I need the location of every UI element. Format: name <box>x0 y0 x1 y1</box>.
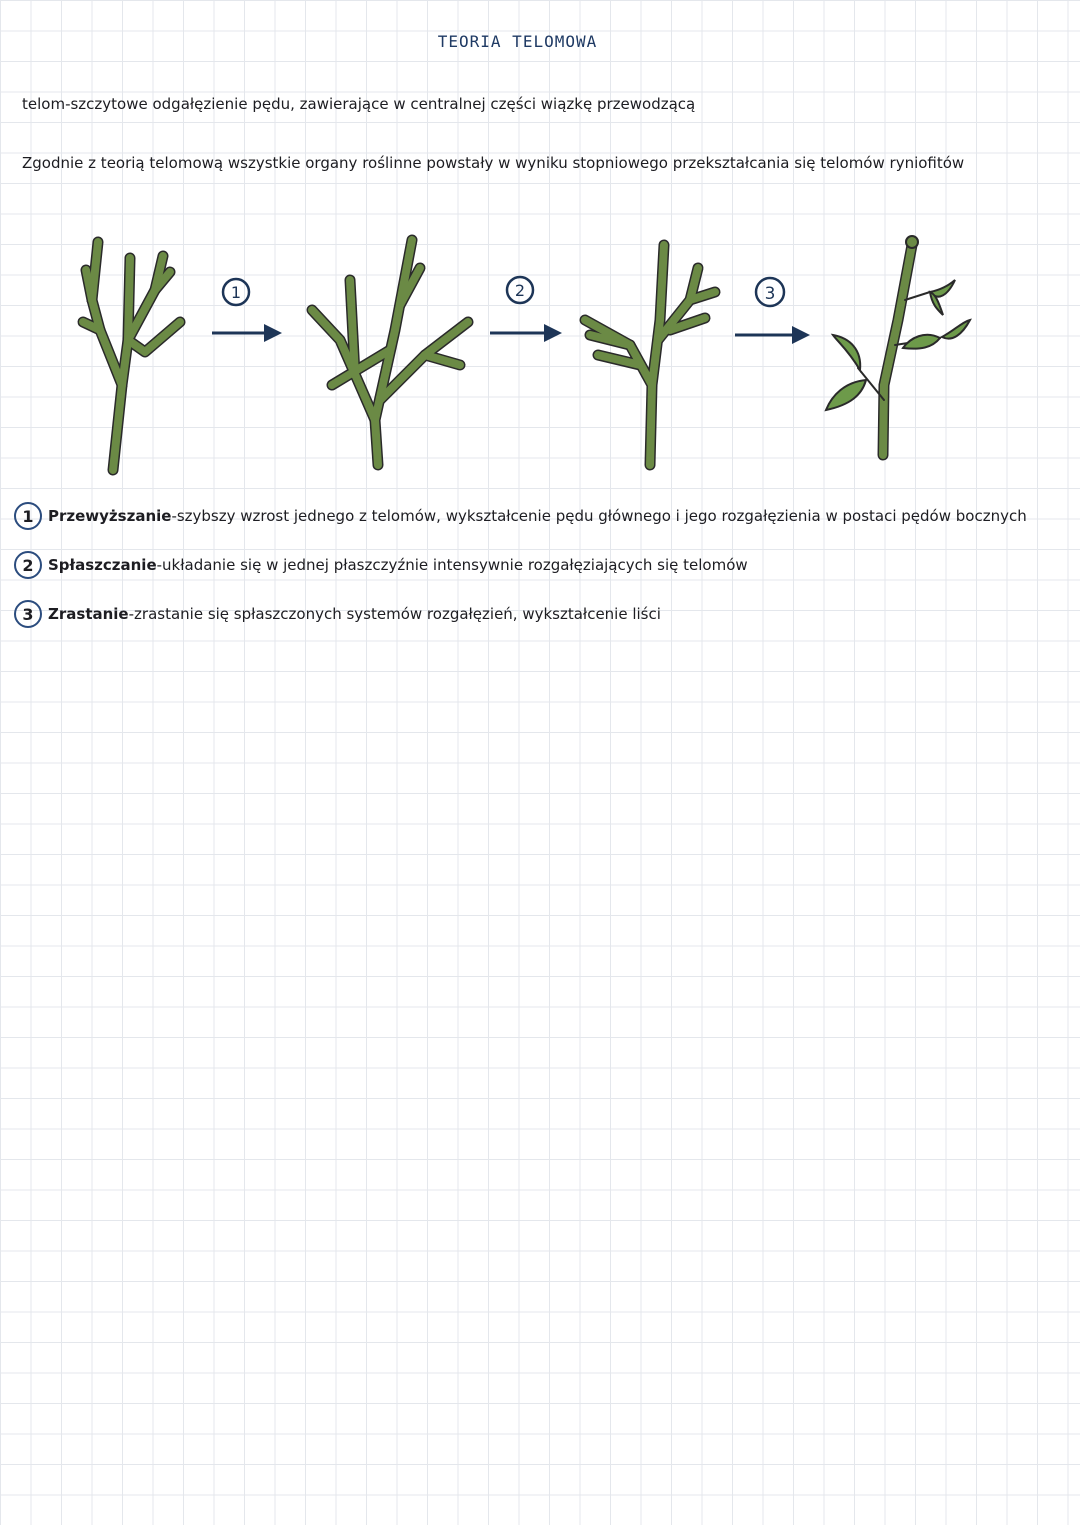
process-steps <box>14 505 1064 652</box>
leaf <box>942 320 970 339</box>
plant-stage-leaves <box>826 236 970 455</box>
page-title: TEORIA TELOMOWA <box>437 32 598 51</box>
plant-stage-telomes <box>83 242 180 470</box>
arrow-label-2: 2 <box>514 281 526 300</box>
step-number-1: 1 <box>14 502 42 530</box>
step-term-3: Zrastanie <box>48 605 129 623</box>
arrow-step-2 <box>490 277 562 342</box>
step-overtopping <box>14 505 1064 530</box>
step-term-2: Spłaszczanie <box>48 556 157 574</box>
step-description-3: -zrastanie się spłaszczonych systemów rozgałęzień, wykształcenie liści <box>128 605 661 623</box>
arrow-step-3 <box>735 278 810 344</box>
leaf <box>826 380 866 410</box>
leaf <box>833 335 860 370</box>
telome-evolution-diagram <box>0 215 1080 485</box>
step-term-1: Przewyższanie <box>48 507 172 525</box>
step-fusion <box>14 603 1064 628</box>
leaf <box>903 335 940 349</box>
step-planation <box>14 554 1064 579</box>
step-description-1: -szybszy wzrost jednego z telomów, wykształcenie pędu głównego i jego rozgałęzienia w postaci pędów bocznych <box>171 507 1027 525</box>
arrow-label-3: 3 <box>764 284 776 304</box>
plant-stage-planation <box>585 245 715 465</box>
step-number-3: 3 <box>14 600 42 628</box>
plant-stage-overtopping <box>312 240 468 465</box>
step-number-2: 2 <box>14 551 42 579</box>
step-description-2: -układanie się w jednej płaszczyźnie intensywnie rozgałęziających się telomów <box>156 556 748 574</box>
arrow-label-1: 1 <box>230 283 242 302</box>
arrow-step-1 <box>212 279 282 342</box>
theory-intro: Zgodnie z teorią telomową wszystkie organy roślinne powstały w wyniku stopniowego przekształcania się telomów ryniofitów <box>22 154 965 172</box>
telom-definition: telom-szczytowe odgałęzienie pędu, zawierające w centralnej części wiązkę przewodzącą <box>22 95 696 113</box>
